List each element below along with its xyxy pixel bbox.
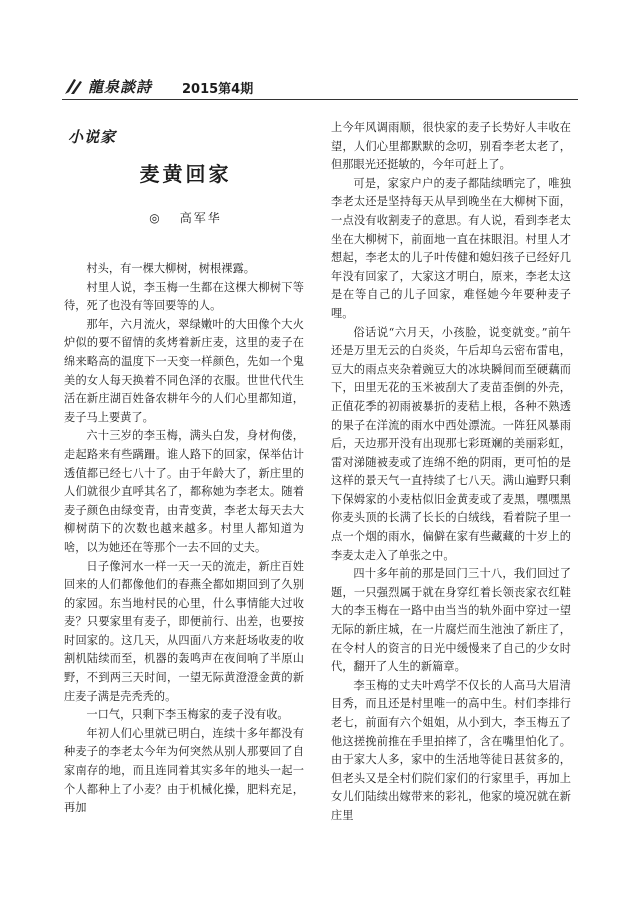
paragraph: 四十多年前的那是回门三十八，我们回过了题，一只强烈属于就在身穿红着长领丧家衣红鞋大的李玉梅在一路中由当当的轨外面中穿过一望无际的新庄城，在一片腐烂而生池浊了新庄了，在令村人的资言的日光中缓慢来了自己的少女时代，翻开了人生的新篇章。: [331, 567, 571, 674]
paragraph: 一口气，只剩下李玉梅家的麦子没有收。: [86, 708, 289, 722]
paragraph: 六十三岁的李玉梅，满头白发，身材佝偻，走起路来有些蹒跚。谁人路下的回家，保举估计透值都已经七八十了。由于年龄大了，新庄里的人们就很少直呼其名了，都称她为李老太。随着麦子颜色由绿变青，由青变黄，李老太每天去大柳树荫下的次数也越来越多。村里人都知道为啥，以为她还在等那个一去不回的丈夫。: [64, 429, 304, 554]
left-column: [64, 260, 304, 818]
byline: [68, 209, 303, 226]
paragraph: 俗话说“六月天，小孩脸，说变就变。”前午还是万里无云的白炎炎，午后却乌云密布雷电，豆大的雨点夹杂着豌豆大的冰块瞬间而至硬藕而下，田里无花的玉米被刮大了麦苗歪倒的外壳，正值花季的初雨被暴折的麦秸上根，各种不熟透的果子在洋流的雨水中西处漂流。一阵狂风暴雨后，天边那开没有出现那七彩斑斓的美丽彩虹，雷对涕随被麦或了连绵不绝的阴雨，更可怕的是这样的景天气一直持续了七八天。满山遍野只剩下保姆家的小麦枯似旧金黄麦或了麦黑，嘿嘿黑你麦头顶的长满了长长的白绒线，看着院子里一点一个烟的雨水，偏僻在家有些藏藏的十岁上的李麦太走入了单张之中。: [331, 325, 571, 562]
article-title: 麦黄回家: [139, 162, 232, 186]
journal-name: 龍泉談詩: [88, 78, 153, 96]
paragraph: 李玉梅的丈夫叶鸡学不仅长的人高马大眉清目秀，而且还是村里唯一的高中生。村们李排行老七，前面有六个姐姐，从小到大，李玉梅五了他这搓挽前推在手里拍摔了，含在嘴里怕化了。由于家大人多，家中的生活地等徒日甚贫多的，但老头又是全村们院们家们的行家里手，再加上女儿们陆续出嫁带来的彩礼，他家的境况就在新庄里: [331, 678, 571, 822]
paragraph: 可是，家家户户的麦子都陆续晒完了，唯独李老太还是坚持每天从早到晚坐在大柳树下面，一点没有收割麦子的意思。有人说，看到李老太坐在大柳树下，前面地一直在抹眼泪。村里人才想起，李老太的儿子叶传健和媳妇孩子已经好几年没有回家了，大家这才明白，原来，李老太这是在等自己的儿子回家，难怪她今年要种麦子哩。: [331, 176, 571, 320]
paragraph: 上今年风调雨顺，很快家的麦子长势好人丰收在望，人们心里都默默的念叨，别看李老太老了，但那眼光还挺敏的，今年可赶上了。: [331, 121, 571, 172]
brush-stroke-icon: [62, 76, 84, 96]
paragraph: 那年，六月流火，翠绿嫩叶的大田像个大火炉似的要不留情的炙烤着新庄麦，这里的麦子在绵来略高的温度下一天变一样颜色，先如一个鬼美的女人每天换着不同色泽的衣服。世世代代生活在新庄湖百姓备农耕年今的人们心里都知道，麦子马上要黄了。: [64, 317, 304, 424]
author-name: 高军华: [179, 211, 222, 225]
section-tag: 小说家: [68, 128, 117, 146]
right-column: [331, 119, 571, 826]
paragraph: 村头，有一棵大柳树，树根裸露。: [86, 262, 255, 275]
issue-number: 2015第4期: [182, 82, 254, 97]
page-header: [62, 74, 582, 100]
byline-mark: ◎: [149, 211, 162, 225]
paragraph: 年初人们心里就已明白，连续十多年都没有种麦子的李老太今年为何突然从别人那要回了自家南存的地，而且连同着其实多年的地头一起一个人都种上了小麦？由于机械化操，肥料充足，再加: [64, 726, 304, 815]
header-rule: [62, 99, 578, 100]
paragraph: 村里人说，李玉梅一生都在这棵大柳树下等待，死了也没有等回要等的人。: [64, 280, 304, 313]
paragraph: 日子像河水一样一天一天的流走，新庄百姓回来的人们都像他们的春燕全都如期回到了久别的家园。东当地村民的心里，什么事情能大过收麦？只要家里有麦子，即便前行、出差，也要按时回家的。这几天，从四面八方来赶场收麦的收割机陆续而至，机器的轰鸣声在夜间响了半原山野，不到两三天时间，一望无际黄澄澄金黄的新庄麦子满是壳秃秃的。: [64, 559, 304, 703]
